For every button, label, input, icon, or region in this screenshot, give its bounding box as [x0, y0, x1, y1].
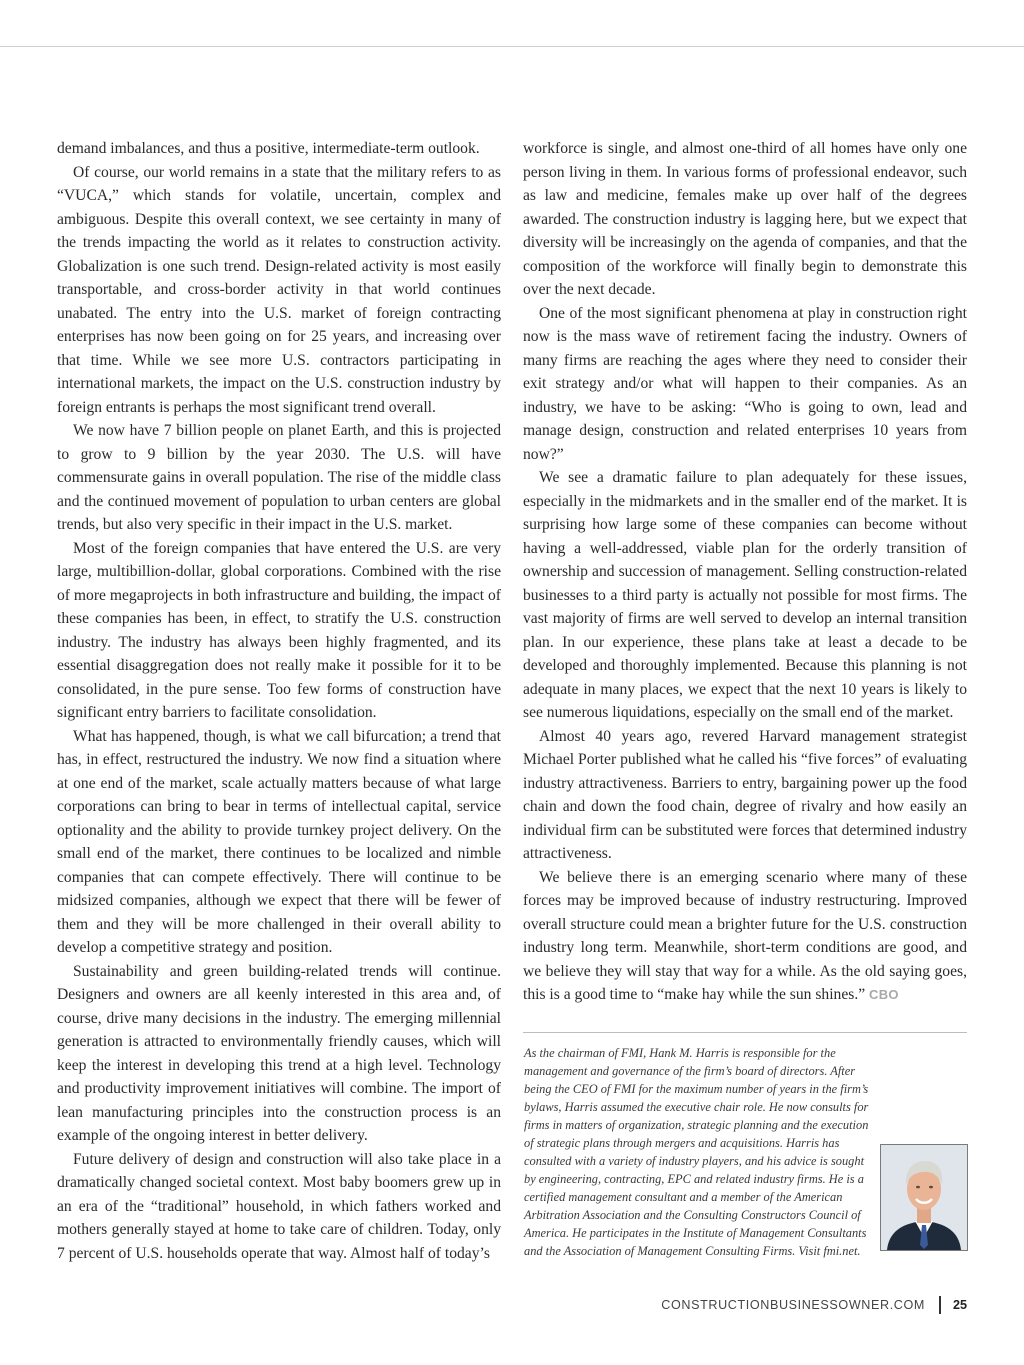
article-paragraph: One of the most significant phenomena at play in construction right now is the mass wave of retirement facing the industry. Owners of many firms are reaching the ages where they need to consider their exit strategy and/or what will happen to their companies. As an industry, we have to be asking: “Who is going to own, lead and manage design, construction and related enterprises 10 years from now?” — [523, 304, 967, 463]
last-paragraph-text: We believe there is an emerging scenario where many of these forces may be improved because of industry restructuring. Improved overall structure could mean a brighter future for the U.S. construction industry long term. Meanwhile, short-term conditions are good, and we believe they will stay that way for a while. As the old saying goes, this is a good time to “make hay while the sun shines.” — [523, 868, 967, 1003]
article-column-right — [523, 137, 967, 1007]
article-paragraph: Future delivery of design and construction will also take place in a dramatically changed societal context. Most baby boomers grew up in an era of the “traditional” household, in which fathers worked and mothers generally stayed at home to take care of children. Today, only 7 percent of U.S. households operate that way. Almost half of today’s — [57, 1150, 501, 1262]
article-last-paragraph — [523, 866, 967, 1007]
bio-text: As the chairman of FMI, Hank M. Harris is responsible for the management and governance of the firm’s board of directors. After being the CEO of FMI for the maximum number of years in the firm’s bylaws, Harris assumed the executive chair role. He now consults for firms in matters of organization, strategic planning and the execution of strategic plans through mergers and acquisitions. Harris has consulted with a variety of industry players, and his advice is sought by engineering, contracting, EPC and related industry firms. He is a certified management consultant and a member of the American Arbitration Association and the Consulting Constructors Council of America. He participates in the Institute of Management Consultants and the Association of Management Consulting Firms. Visit fmi.net. — [524, 1046, 869, 1258]
author-photo — [880, 1144, 968, 1251]
author-portrait — [881, 1145, 967, 1250]
article-paragraph: We see a dramatic failure to plan adequately for these issues, especially in the midmarkets and in the smaller end of the market. It is surprising how large some of these companies can become without having a well-addressed, viable plan for the orderly transition of ownership and succession of management. Selling construction-related businesses to a third party is actually not possible for most firms. The vast majority of firms are well served to develop an internal transition plan. In our experience, these plans take at least a decade to be developed and thoroughly implemented. Because this planning is not adequate in many places, we expect that the next 10 years is likely to see numerous liquidations, especially on the small end of the market. — [523, 469, 967, 721]
article-paragraph: Most of the foreign companies that have entered the U.S. are very large, multibillion-dollar, global corporations. Combined with the rise of more megaprojects in both infrastructure and building, the impact of these companies has been, in effect, to stratify the U.S. construction industry. The industry has always been highly fragmented, and its essential disaggregation does not really make it possible for it to be consolidated, in the pure sense. Too few forms of construction have significant entry barriers to facilitate consolidation. — [57, 539, 501, 721]
article-paragraph: Sustainability and green building-related trends will continue. Designers and owners are all keenly interested in this area and, of course, drive many decisions in the industry. The emerging millennial generation is attracted to environmentally friendly causes, which will keep the interest in developing this trend at a high level. Technology and productivity improvement initiatives will combine. The import of lean manufacturing principles into the construction process is an example of the ongoing interest in better delivery. — [57, 962, 501, 1144]
footer-site[interactable]: CONSTRUCTIONBUSINESSOWNER.COM — [661, 1298, 925, 1312]
page-footer — [600, 1296, 967, 1314]
article-paragraph: We now have 7 billion people on planet Earth, and this is projected to grow to 9 billion by the year 2030. The U.S. will have commensurate gains in overall population. The rise of the middle class and the continued movement of population to urban centers are global trends, but also very specific in their impact in the U.S. market. — [57, 422, 501, 533]
article-paragraph: What has happened, though, is what we call bifurcation; a trend that has, in effect, restructured the industry. We now find a situation where at one end of the market, scale actually matters because of what large corporations can bring to bear in terms of intellectual capital, service optionality and the ability to provide turnkey project delivery. On the small end of the market, there continues to be localized and nimble companies that can compete effectively. There will continue to be midsized companies, although we expect that there will be fewer of them and they will be more challenged in their overall ability to develop a competitive strategy and position. — [57, 727, 501, 956]
page-top-rule — [0, 0, 1024, 47]
cbo-end-mark: CBO — [869, 987, 899, 1002]
bio-divider — [523, 1032, 967, 1033]
footer-separator — [939, 1296, 941, 1314]
article-column-left — [57, 137, 501, 1265]
article-paragraph: workforce is single, and almost one-third of all homes have only one person living in them. In various forms of professional endeavor, such as law and medicine, females make up over half of the degrees awarded. The construction industry is lagging here, but we expect that diversity will be increasingly on the agenda of companies, and that the composition of the workforce will finally begin to demonstrate this over the next decade. — [523, 140, 967, 298]
page-number: 25 — [952, 1298, 967, 1312]
author-bio — [524, 1044, 968, 1260]
article-paragraph: Almost 40 years ago, revered Harvard management strategist Michael Porter published what he called his “five forces” of evaluating industry attractiveness. Barriers to entry, bargaining power up the food chain and down the food chain, degree of rivalry and how easily an individual firm can be substituted were forces that determined industry attractiveness. — [523, 727, 967, 862]
article-paragraph: demand imbalances, and thus a positive, intermediate-term outlook. — [57, 140, 480, 157]
article-paragraph: Of course, our world remains in a state that the military refers to as “VUCA,” which stands for volatile, uncertain, complex and ambiguous. Despite this overall context, we see certainty in many of the trends impacting the world as it relates to construction activity. Globalization is one such trend. Design-related activity is most easily transportable, and cross-border activity in that world continues unabated. The entry into the U.S. market of foreign contracting enterprises has now been going on for 25 years, and increasing over that time. While we see more U.S. contractors participating in international markets, the impact on the U.S. construction industry by foreign entrants is perhaps the most significant trend overall. — [57, 163, 501, 416]
